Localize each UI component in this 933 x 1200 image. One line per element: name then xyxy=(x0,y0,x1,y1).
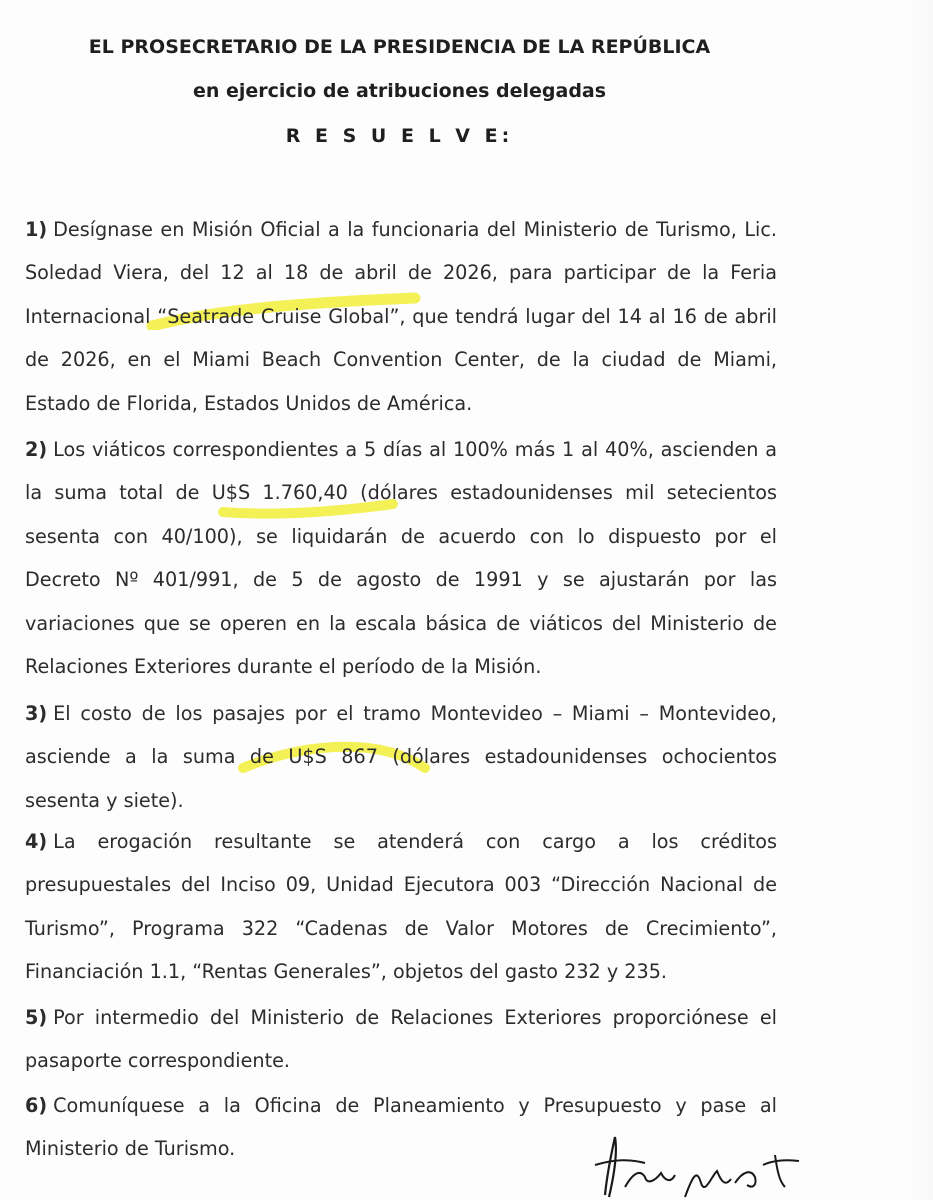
item-text: Por intermedio del Ministerio de Relaciones Exteriores proporciónese el pasaporte correspondiente. xyxy=(25,1006,777,1073)
resolution-item-4 xyxy=(25,820,777,994)
item-text: La erogación resultante se atenderá con cargo a los créditos presupuestales del Inciso 09, Unidad Ejecutora 003 “Dirección Nacional de Turismo”, Programa 322 “Cadenas de Valor Motores de Crecimiento”, Financiación 1.1, “Rentas Generales”, objetos del gasto 232 y 235. xyxy=(25,830,777,984)
item-number: 2) xyxy=(25,438,48,461)
item-number: 1) xyxy=(25,218,48,241)
handwritten-signature xyxy=(585,1125,815,1200)
resolution-item-1 xyxy=(25,208,777,425)
resolution-heading: R E S U E L V E: xyxy=(285,125,514,147)
item-text: Desígnase en Misión Oficial a la funcionaria del Ministerio de Turismo, Lic. Soledad Viera, del 12 al 18 de abril de 2026, para participar de la Feria Internacional “Seatrade Cruise Global”, que tendrá lugar del 14 al 16 de abril de 2026, en el Miami Beach Convention Center, de la ciudad de Miami, Estado de Florida, Estados Unidos de América. xyxy=(25,218,777,415)
scan-edge-shadow xyxy=(910,0,933,1200)
resolution-item-3 xyxy=(25,692,777,822)
item-number: 6) xyxy=(25,1094,48,1117)
item-text: El costo de los pasajes por el tramo Montevideo – Miami – Montevideo, asciende a la suma de U$S 867 (dólares estadounidenses ochocientos sesenta y siete). xyxy=(25,702,777,812)
document-title: EL PROSECRETARIO DE LA PRESIDENCIA DE LA REPÚBLICA xyxy=(88,36,711,58)
resolution-item-2 xyxy=(25,428,777,688)
item-text: Los viáticos correspondientes a 5 días al 100% más 1 al 40%, ascienden a la suma total de U$S 1.760,40 (dólares estadounidenses mil setecientos sesenta con 40/100), se liquidarán de acuerdo con lo dispuesto por el Decreto Nº 401/991, de 5 de agosto de 1991 y se ajustarán por las variaciones que se operen en la escala básica de viáticos del Ministerio de Relaciones Exteriores durante el período de la Misión. xyxy=(25,438,777,679)
item-number: 5) xyxy=(25,1006,48,1029)
item-number: 4) xyxy=(25,830,48,853)
item-number: 3) xyxy=(25,702,48,725)
resolution-item-5 xyxy=(25,996,777,1083)
document-subtitle: en ejercicio de atribuciones delegadas xyxy=(192,80,607,102)
item-text: Comuníquese a la Oficina de Planeamiento y Presupuesto y pase al Ministerio de Turismo. xyxy=(25,1094,777,1161)
